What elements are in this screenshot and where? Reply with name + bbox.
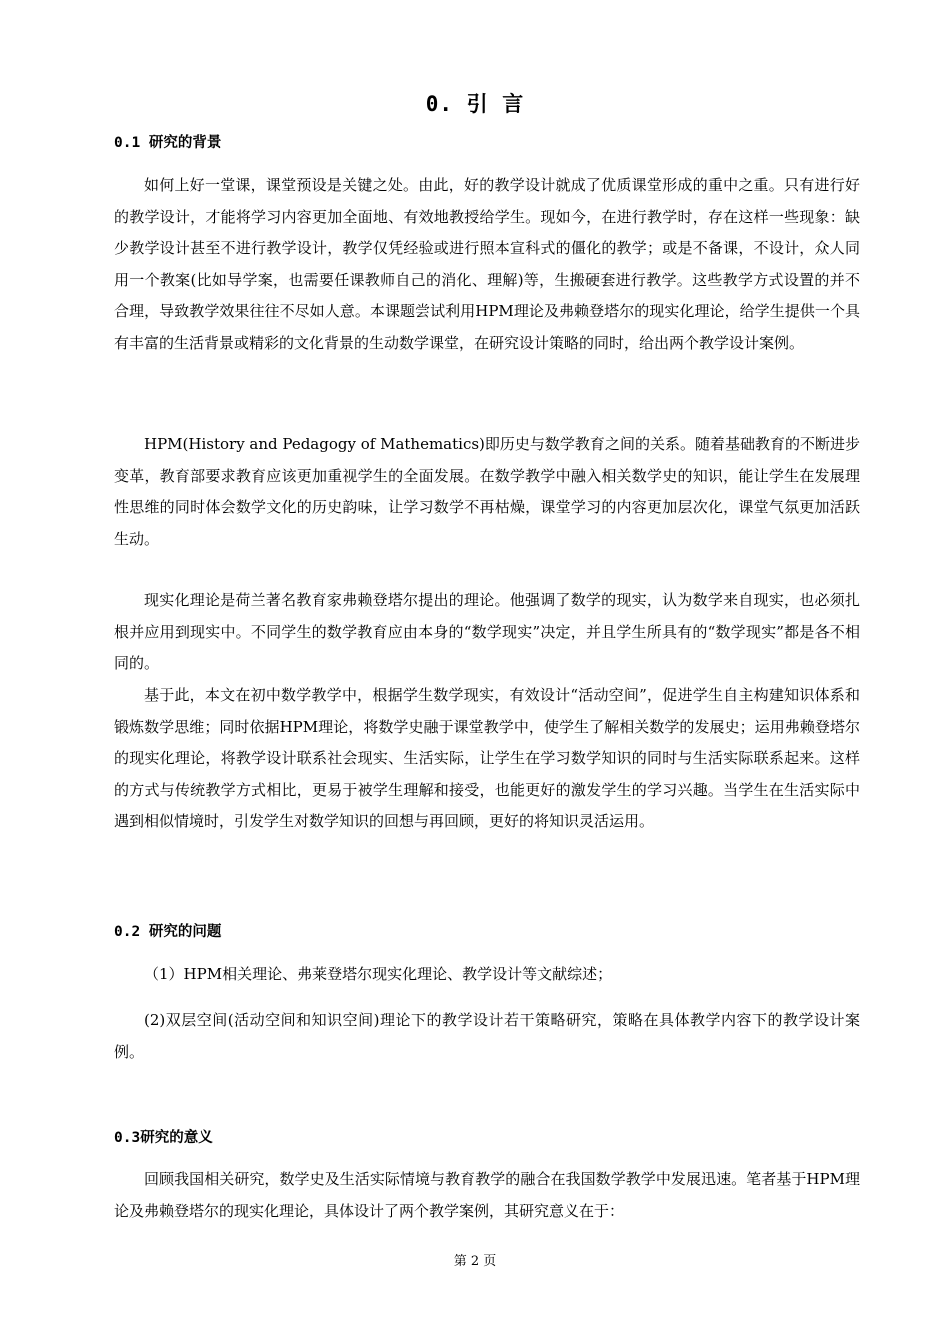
paragraph-background-1: 如何上好一堂课，课堂预设是关键之处。由此，好的教学设计就成了优质课堂形成的重中之重。只有进行好的教学设计，才能将学习内容更加全面地、有效地教授给学生。现如今，在进行教学时，存在这样一些现象：缺少教学设计甚至不进行教学设计，教学仅凭经验或进行照本宣科式的僵化的教学；或是不备课，不设计，众人同用一个教案(比如导学案，也需要任课教师自己的消化、理解)等，生搬硬套进行教学。这些教学方式设置的并不合理，导致教学效果往往不尽如人意。本课题尝试利用HPM理论及弗赖登塔尔的现实化理论，给学生提供一个具有丰富的生活背景或精彩的文化背景的生动数学课堂，在研究设计策略的同时，给出两个教学设计案例。 — [114, 176, 860, 352]
paragraph-background-2: HPM(History and Pedagogy of Mathematics)即历史与数学教育之间的关系。随着基础教育的不断进步变革，教育部要求教育应该更加重视学生的全面发展。在数学教学中融入相关数学史的知识，能让学生在发展理性思维的同时体会数学文化的历史韵味，让学习数学不再枯燥，课堂学习的内容更加层次化，课堂气氛更加活跃生动。 — [114, 435, 860, 548]
section-heading-background: 0.1 研究的背景 — [114, 135, 222, 151]
section-heading-significance: 0.3研究的意义 — [114, 1130, 213, 1146]
section-heading-problems: 0.2 研究的问题 — [114, 924, 222, 940]
paragraph-background-3: 现实化理论是荷兰著名教育家弗赖登塔尔提出的理论。他强调了数学的现实，认为数学来自现实，也必须扎根并应用到现实中。不同学生的数学教育应由本身的“数学现实”决定，并且学生所具有的“数学现实”都是各不相同的。 — [114, 591, 860, 672]
chapter-title: 0. 引 言 — [425, 92, 525, 116]
paragraph-background-4: 基于此，本文在初中数学教学中，根据学生数学现实，有效设计“活动空间”，促进学生自主构建知识体系和锻炼数学思维；同时依据HPM理论，将数学史融于课堂教学中，使学生了解相关数学的发展史；运用弗赖登塔尔的现实化理论，将教学设计联系社会现实、生活实际，让学生在学习数学知识的同时与生活实际联系起来。这样的方式与传统教学方式相比，更易于被学生理解和接受，也能更好的激发学生的学习兴趣。当学生在生活实际中遇到相似情境时，引发学生对数学知识的回想与再回顾，更好的将知识灵活运用。 — [114, 686, 860, 830]
page-number: 第 2 页 — [453, 1254, 497, 1269]
paragraph-significance-1: 回顾我国相关研究，数学史及生活实际情境与教育教学的融合在我国数学教学中发展迅速。笔者基于HPM理论及弗赖登塔尔的现实化理论，具体设计了两个教学案例，其研究意义在于： — [114, 1170, 860, 1220]
paragraph-problems-2: (2)双层空间(活动空间和知识空间)理论下的教学设计若干策略研究，策略在具体教学内容下的教学设计案例。 — [114, 1011, 860, 1061]
paragraph-problems-1: （1）HPM相关理论、弗莱登塔尔现实化理论、教学设计等文献综述； — [144, 965, 613, 983]
